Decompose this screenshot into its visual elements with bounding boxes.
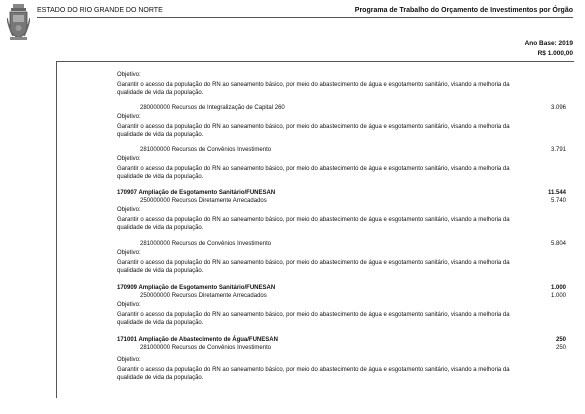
objective-label: Objetivo:: [117, 72, 141, 78]
objective-label: Objetivo:: [117, 156, 141, 162]
objective-text: Garantir o acesso da população do RN ao saneamento básico, por meio do abastecimento de água e esgotamento sanitário, visando a melhoria da: [117, 124, 510, 130]
resource-source: 281000000 Recursos de Convênios Investimento: [140, 345, 272, 351]
resource-value: 5.804: [550, 241, 566, 247]
resource-source: 250000000 Recursos Diretamente Arrecadados: [140, 293, 267, 299]
objective-text: Garantir o acesso da população do RN ao saneamento básico, por meio do abastecimento de água e esgotamento sanitário, visando a melhoria da: [117, 312, 510, 318]
objective-text: Garantir o acesso da população do RN ao saneamento básico, por meio do abastecimento de água e esgotamento sanitário, visando a melhoria da: [117, 260, 510, 266]
resource-value: 3.096: [550, 105, 566, 111]
resource-value: 250: [555, 345, 566, 351]
objective-text: Garantir o acesso da população do RN ao saneamento básico, por meio do abastecimento de água e esgotamento sanitário, visando a melhoria da: [117, 82, 510, 88]
resource-source: 280000000 Recursos de Integralização de Capital 260: [140, 105, 285, 111]
objective-text: qualidade de vida da população.: [117, 268, 204, 274]
objective-label: Objetivo:: [117, 207, 141, 213]
resource-value: 1.000: [550, 293, 566, 299]
objective-text: qualidade de vida da população.: [117, 132, 204, 138]
report-title: Programa de Trabalho do Orçamento de Investimentos por Órgão: [354, 7, 573, 14]
resource-source: 281000000 Recursos de Convênios Investimento: [140, 241, 272, 247]
objective-text: qualidade de vida da população.: [117, 90, 204, 96]
action-title: 170909 Ampliação de Esgotamento Sanitário/FUNESAN: [117, 285, 276, 291]
action-total: 250: [555, 337, 566, 343]
objective-text: Garantir o acesso da população do RN ao saneamento básico, por meio do abastecimento de água e esgotamento sanitário, visando a melhoria da: [117, 217, 510, 223]
objective-label: Objetivo:: [117, 302, 141, 308]
objective-text: Garantir o acesso da população do RN ao saneamento básico, por meio do abastecimento de água e esgotamento sanitário, visando a melhoria da: [117, 367, 510, 373]
currency-unit: R$ 1.000,00: [537, 50, 573, 57]
objective-text: qualidade de vida da população.: [117, 375, 204, 381]
action-total: 1.000: [550, 285, 566, 291]
resource-value: 3.791: [550, 147, 566, 153]
state-coat-of-arms-icon: [7, 4, 30, 41]
objective-label: Objetivo:: [117, 357, 141, 363]
action-title: 170907 Ampliação de Esgotamento Sanitário/FUNESAN: [117, 190, 276, 196]
header-divider: [37, 17, 573, 18]
objective-text: qualidade de vida da população.: [117, 320, 204, 326]
action-title: 171001 Ampliação de Abastecimento de Água/FUNESAN: [117, 337, 278, 343]
resource-source: 250000000 Recursos Diretamente Arrecadados: [140, 198, 267, 204]
ano-base: Ano Base: 2019: [524, 40, 573, 47]
objective-text: qualidade de vida da população.: [117, 174, 204, 180]
resource-source: 281000000 Recursos de Convênios Investimento: [140, 147, 272, 153]
state-name: ESTADO DO RIO GRANDE DO NORTE: [37, 7, 163, 14]
objective-text: Garantir o acesso da população do RN ao saneamento básico, por meio do abastecimento de água e esgotamento sanitário, visando a melhoria da: [117, 166, 510, 172]
objective-text: qualidade de vida da população.: [117, 225, 204, 231]
objective-label: Objetivo:: [117, 250, 141, 256]
objective-label: Objetivo:: [117, 114, 141, 120]
resource-value: 5.740: [550, 198, 566, 204]
action-total: 11.544: [547, 190, 566, 196]
